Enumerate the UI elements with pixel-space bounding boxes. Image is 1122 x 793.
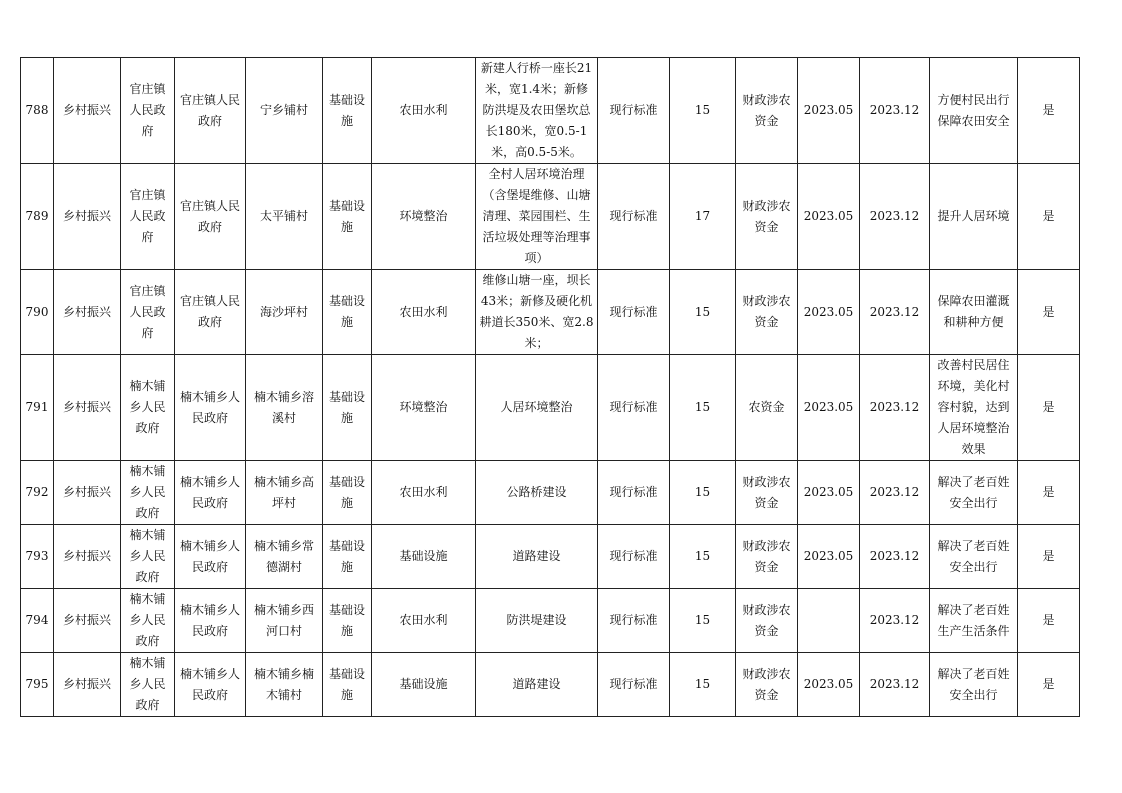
cell-amount: 15 (670, 270, 736, 355)
cell-no: 793 (21, 525, 54, 589)
cell-category: 乡村振兴 (54, 164, 121, 270)
table-row (21, 355, 1080, 461)
table-body (21, 58, 1080, 717)
cell-end: 2023.12 (860, 58, 930, 164)
cell-content: 道路建设 (476, 653, 598, 717)
cell-subtype: 农田水利 (372, 461, 476, 525)
cell-start: 2023.05 (798, 461, 860, 525)
cell-end: 2023.12 (860, 164, 930, 270)
table-row (21, 525, 1080, 589)
cell-category: 乡村振兴 (54, 653, 121, 717)
cell-flag: 是 (1018, 58, 1080, 164)
cell-category: 乡村振兴 (54, 589, 121, 653)
cell-no: 795 (21, 653, 54, 717)
cell-amount: 15 (670, 589, 736, 653)
cell-benefit: 解决了老百姓生产生活条件 (930, 589, 1018, 653)
cell-benefit: 提升人居环境 (930, 164, 1018, 270)
cell-amount: 15 (670, 525, 736, 589)
cell-end: 2023.12 (860, 525, 930, 589)
cell-benefit: 解决了老百姓安全出行 (930, 461, 1018, 525)
cell-no: 788 (21, 58, 54, 164)
cell-end: 2023.12 (860, 355, 930, 461)
cell-start: 2023.05 (798, 58, 860, 164)
cell-fund: 财政涉农资金 (736, 525, 798, 589)
table-row (21, 653, 1080, 717)
cell-type: 基础设施 (323, 355, 372, 461)
cell-no: 791 (21, 355, 54, 461)
cell-category: 乡村振兴 (54, 355, 121, 461)
cell-type: 基础设施 (323, 164, 372, 270)
cell-fund: 农资金 (736, 355, 798, 461)
cell-subtype: 环境整治 (372, 355, 476, 461)
cell-content: 道路建设 (476, 525, 598, 589)
cell-flag: 是 (1018, 589, 1080, 653)
cell-content: 新建人行桥一座长21米，宽1.4米；新修防洪堤及农田堡坎总长180米，宽0.5-1米，高0.5-5米。 (476, 58, 598, 164)
cell-unit: 官庄镇人民政府 (121, 164, 175, 270)
cell-fund: 财政涉农资金 (736, 653, 798, 717)
cell-implementer: 楠木铺乡人民政府 (175, 589, 246, 653)
cell-start: 2023.05 (798, 653, 860, 717)
cell-content: 防洪堤建设 (476, 589, 598, 653)
table-row (21, 461, 1080, 525)
cell-flag: 是 (1018, 270, 1080, 355)
cell-subtype: 农田水利 (372, 589, 476, 653)
cell-unit: 楠木铺乡人民政府 (121, 589, 175, 653)
cell-standard: 现行标准 (598, 355, 670, 461)
cell-village: 楠木铺乡高坪村 (246, 461, 323, 525)
cell-start: 2023.05 (798, 525, 860, 589)
cell-flag: 是 (1018, 525, 1080, 589)
cell-flag: 是 (1018, 355, 1080, 461)
cell-amount: 17 (670, 164, 736, 270)
cell-subtype: 基础设施 (372, 525, 476, 589)
cell-type: 基础设施 (323, 653, 372, 717)
cell-standard: 现行标准 (598, 525, 670, 589)
cell-category: 乡村振兴 (54, 461, 121, 525)
cell-fund: 财政涉农资金 (736, 58, 798, 164)
table-row (21, 58, 1080, 164)
cell-end: 2023.12 (860, 653, 930, 717)
cell-village: 太平铺村 (246, 164, 323, 270)
cell-fund: 财政涉农资金 (736, 461, 798, 525)
cell-implementer: 楠木铺乡人民政府 (175, 355, 246, 461)
cell-start: 2023.05 (798, 355, 860, 461)
cell-type: 基础设施 (323, 461, 372, 525)
cell-implementer: 官庄镇人民政府 (175, 270, 246, 355)
cell-subtype: 农田水利 (372, 270, 476, 355)
cell-implementer: 官庄镇人民政府 (175, 164, 246, 270)
project-table (20, 57, 1080, 717)
cell-fund: 财政涉农资金 (736, 589, 798, 653)
cell-type: 基础设施 (323, 589, 372, 653)
cell-end: 2023.12 (860, 461, 930, 525)
cell-unit: 楠木铺乡人民政府 (121, 461, 175, 525)
cell-benefit: 方便村民出行保障农田安全 (930, 58, 1018, 164)
cell-amount: 15 (670, 355, 736, 461)
cell-standard: 现行标准 (598, 461, 670, 525)
cell-start: 2023.05 (798, 164, 860, 270)
cell-implementer: 楠木铺乡人民政府 (175, 653, 246, 717)
cell-type: 基础设施 (323, 270, 372, 355)
cell-village: 宁乡铺村 (246, 58, 323, 164)
cell-category: 乡村振兴 (54, 270, 121, 355)
cell-content: 维修山塘一座，坝长43米；新修及硬化机耕道长350米、宽2.8米； (476, 270, 598, 355)
cell-standard: 现行标准 (598, 58, 670, 164)
cell-no: 790 (21, 270, 54, 355)
cell-category: 乡村振兴 (54, 525, 121, 589)
cell-benefit: 保障农田灌溉和耕种方便 (930, 270, 1018, 355)
table-row (21, 164, 1080, 270)
cell-village: 楠木铺乡西河口村 (246, 589, 323, 653)
cell-unit: 楠木铺乡人民政府 (121, 355, 175, 461)
cell-content: 全村人居环境治理（含堡堤维修、山塘清理、菜园围栏、生活垃圾处理等治理事项） (476, 164, 598, 270)
cell-unit: 楠木铺乡人民政府 (121, 525, 175, 589)
cell-village: 楠木铺乡楠木铺村 (246, 653, 323, 717)
cell-implementer: 官庄镇人民政府 (175, 58, 246, 164)
cell-no: 792 (21, 461, 54, 525)
cell-unit: 官庄镇人民政府 (121, 270, 175, 355)
cell-amount: 15 (670, 461, 736, 525)
cell-subtype: 基础设施 (372, 653, 476, 717)
cell-no: 794 (21, 589, 54, 653)
cell-end: 2023.12 (860, 589, 930, 653)
cell-benefit: 解决了老百姓安全出行 (930, 525, 1018, 589)
cell-fund: 财政涉农资金 (736, 164, 798, 270)
cell-no: 789 (21, 164, 54, 270)
cell-start: 2023.05 (798, 270, 860, 355)
table-row (21, 270, 1080, 355)
cell-benefit: 解决了老百姓安全出行 (930, 653, 1018, 717)
cell-subtype: 环境整治 (372, 164, 476, 270)
cell-implementer: 楠木铺乡人民政府 (175, 525, 246, 589)
cell-standard: 现行标准 (598, 164, 670, 270)
cell-unit: 官庄镇人民政府 (121, 58, 175, 164)
cell-content: 人居环境整治 (476, 355, 598, 461)
cell-amount: 15 (670, 653, 736, 717)
cell-amount: 15 (670, 58, 736, 164)
cell-unit: 楠木铺乡人民政府 (121, 653, 175, 717)
cell-standard: 现行标准 (598, 589, 670, 653)
cell-village: 楠木铺乡常德湖村 (246, 525, 323, 589)
cell-end: 2023.12 (860, 270, 930, 355)
cell-flag: 是 (1018, 653, 1080, 717)
cell-standard: 现行标准 (598, 270, 670, 355)
cell-content: 公路桥建设 (476, 461, 598, 525)
cell-village: 海沙坪村 (246, 270, 323, 355)
cell-implementer: 楠木铺乡人民政府 (175, 461, 246, 525)
cell-village: 楠木铺乡溶溪村 (246, 355, 323, 461)
cell-flag: 是 (1018, 461, 1080, 525)
cell-category: 乡村振兴 (54, 58, 121, 164)
cell-type: 基础设施 (323, 525, 372, 589)
cell-benefit: 改善村民居住环境，美化村容村貌，达到人居环境整治效果 (930, 355, 1018, 461)
table-row (21, 589, 1080, 653)
cell-standard: 现行标准 (598, 653, 670, 717)
cell-type: 基础设施 (323, 58, 372, 164)
cell-subtype: 农田水利 (372, 58, 476, 164)
cell-fund: 财政涉农资金 (736, 270, 798, 355)
cell-start (798, 589, 860, 653)
cell-flag: 是 (1018, 164, 1080, 270)
